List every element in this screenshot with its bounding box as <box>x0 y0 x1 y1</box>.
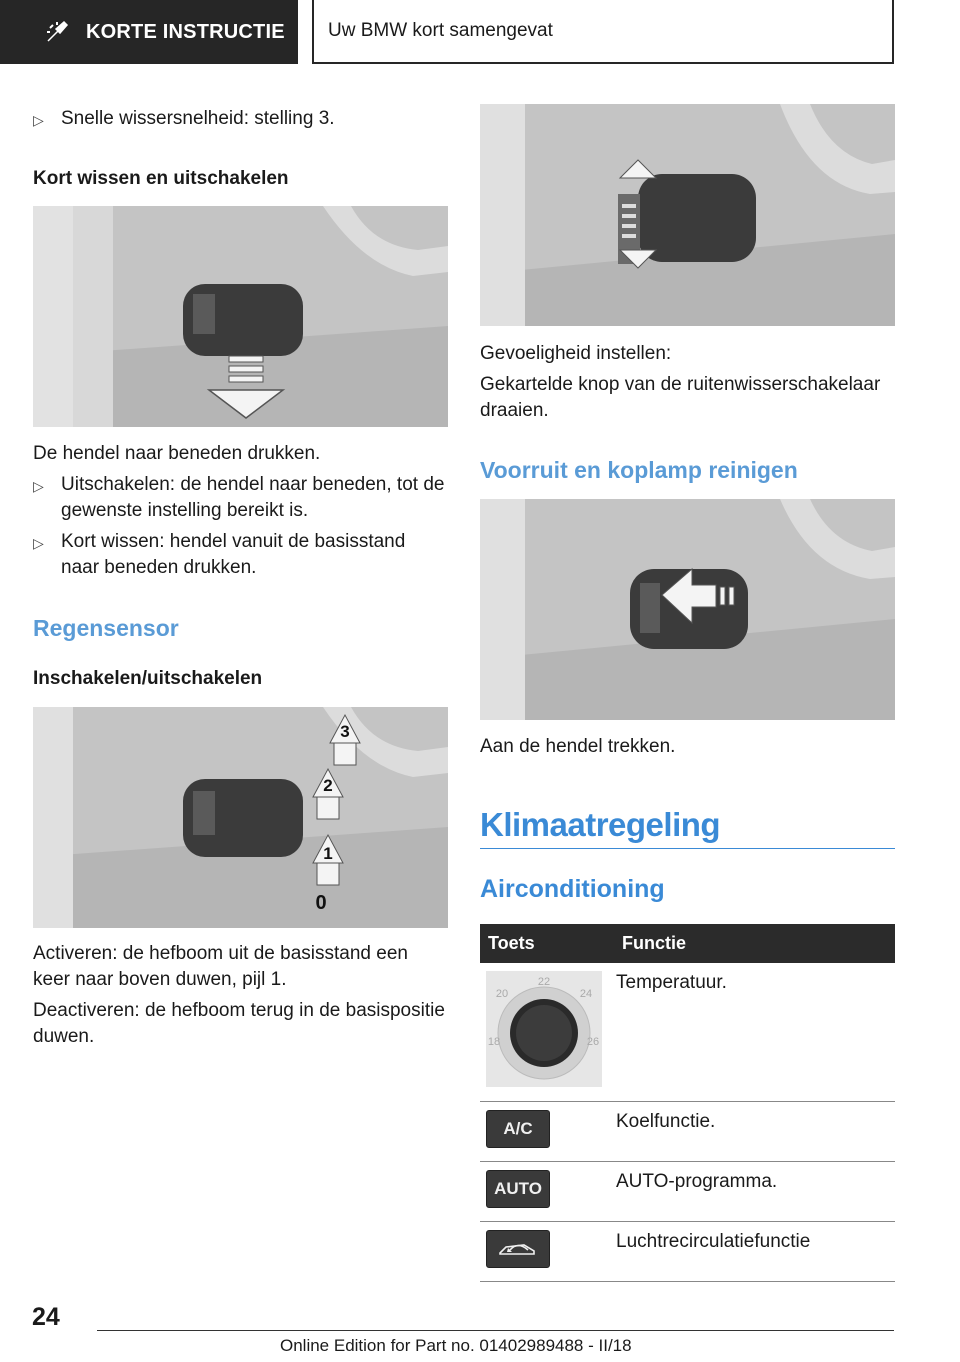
quick-reference-icon <box>44 19 70 45</box>
fig-label-3: 3 <box>340 722 350 741</box>
heading-on-off: Inschakelen/uitschakelen <box>33 668 263 689</box>
bullet-speed3 <box>33 106 448 133</box>
heading-rain-sensor: Regensensor <box>33 615 179 641</box>
table-header-function: Functie <box>610 924 895 963</box>
dial-label: 18 <box>487 1036 501 1048</box>
function-text: AUTO-programma. <box>610 1162 895 1222</box>
section-tab-label: KORTE INSTRUCTIE <box>86 20 285 43</box>
ac-button-icon: A/C <box>486 1110 550 1148</box>
figure-wiper-down <box>33 206 448 427</box>
page-number: 24 <box>32 1303 60 1331</box>
footer-edition: Online Edition for Part no. 01402989488 - II/18 <box>280 1336 632 1355</box>
auto-button-icon: AUTO <box>486 1170 550 1208</box>
dial-label: 24 <box>579 988 593 1000</box>
bullet-off <box>33 472 448 524</box>
fig-label-1: 1 <box>323 844 333 863</box>
caption-sensitivity: Gevoeligheid instellen: <box>480 343 672 364</box>
fig-label-2: 2 <box>323 776 333 795</box>
bullet-text: Kort wissen: hendel vanuit de basisstand naar beneden drukken. <box>61 531 406 578</box>
heading-climate: Klimaatregeling <box>480 806 721 843</box>
table-row <box>480 1162 895 1222</box>
section-tab <box>0 0 298 64</box>
chapter-title <box>312 0 894 64</box>
para-deactivate: Deactiveren: de hefboom terug in de basispositie duwen. <box>33 1000 445 1047</box>
footer-rule <box>97 1330 894 1331</box>
heading-short-wipe: Kort wissen en uitschakelen <box>33 168 289 189</box>
function-text: Temperatuur. <box>610 963 895 1102</box>
function-text: Koelfunctie. <box>610 1102 895 1162</box>
climate-table <box>480 924 895 1282</box>
heading-underline <box>480 848 895 849</box>
bullet-triangle-icon: ▷ <box>33 478 44 494</box>
heading-ac: Airconditioning <box>480 875 665 903</box>
function-text: Luchtrecirculatiefunctie <box>610 1222 895 1282</box>
bullet-text: Uitschakelen: de hendel naar beneden, tot de gewenste instelling bereikt is. <box>61 474 445 521</box>
table-header-key: Toets <box>480 924 610 963</box>
bullet-triangle-icon: ▷ <box>33 535 44 551</box>
bullet-triangle-icon: ▷ <box>33 112 44 128</box>
temperature-dial-icon <box>486 971 602 1087</box>
heading-clean: Voorruit en koplamp reinigen <box>480 457 798 483</box>
dial-label: 20 <box>495 988 509 1000</box>
caption-down: De hendel naar beneden drukken. <box>33 443 321 464</box>
table-row <box>480 1222 895 1282</box>
dial-label: 22 <box>537 976 551 988</box>
para-activate: Activeren: de hefboom uit de basisstand een keer naar boven duwen, pijl 1. <box>33 943 408 990</box>
figure-pull-lever <box>480 499 895 720</box>
caption-pull: Aan de hendel trekken. <box>480 736 676 757</box>
recirculation-button-icon <box>486 1230 550 1268</box>
table-row <box>480 963 895 1102</box>
figure-wiper-up <box>33 707 448 928</box>
chapter-title-text: Uw BMW kort samengevat <box>328 20 553 41</box>
table-row <box>480 1102 895 1162</box>
fig-label-0: 0 <box>315 892 327 914</box>
figure-sensitivity <box>480 104 895 326</box>
para-knurled: Gekartelde knop van de ruitenwisserschakelaar draaien. <box>480 374 881 421</box>
bullet-short <box>33 529 448 581</box>
bullet-text: Snelle wissersnelheid: stelling 3. <box>61 108 335 129</box>
dial-label: 26 <box>586 1036 600 1048</box>
